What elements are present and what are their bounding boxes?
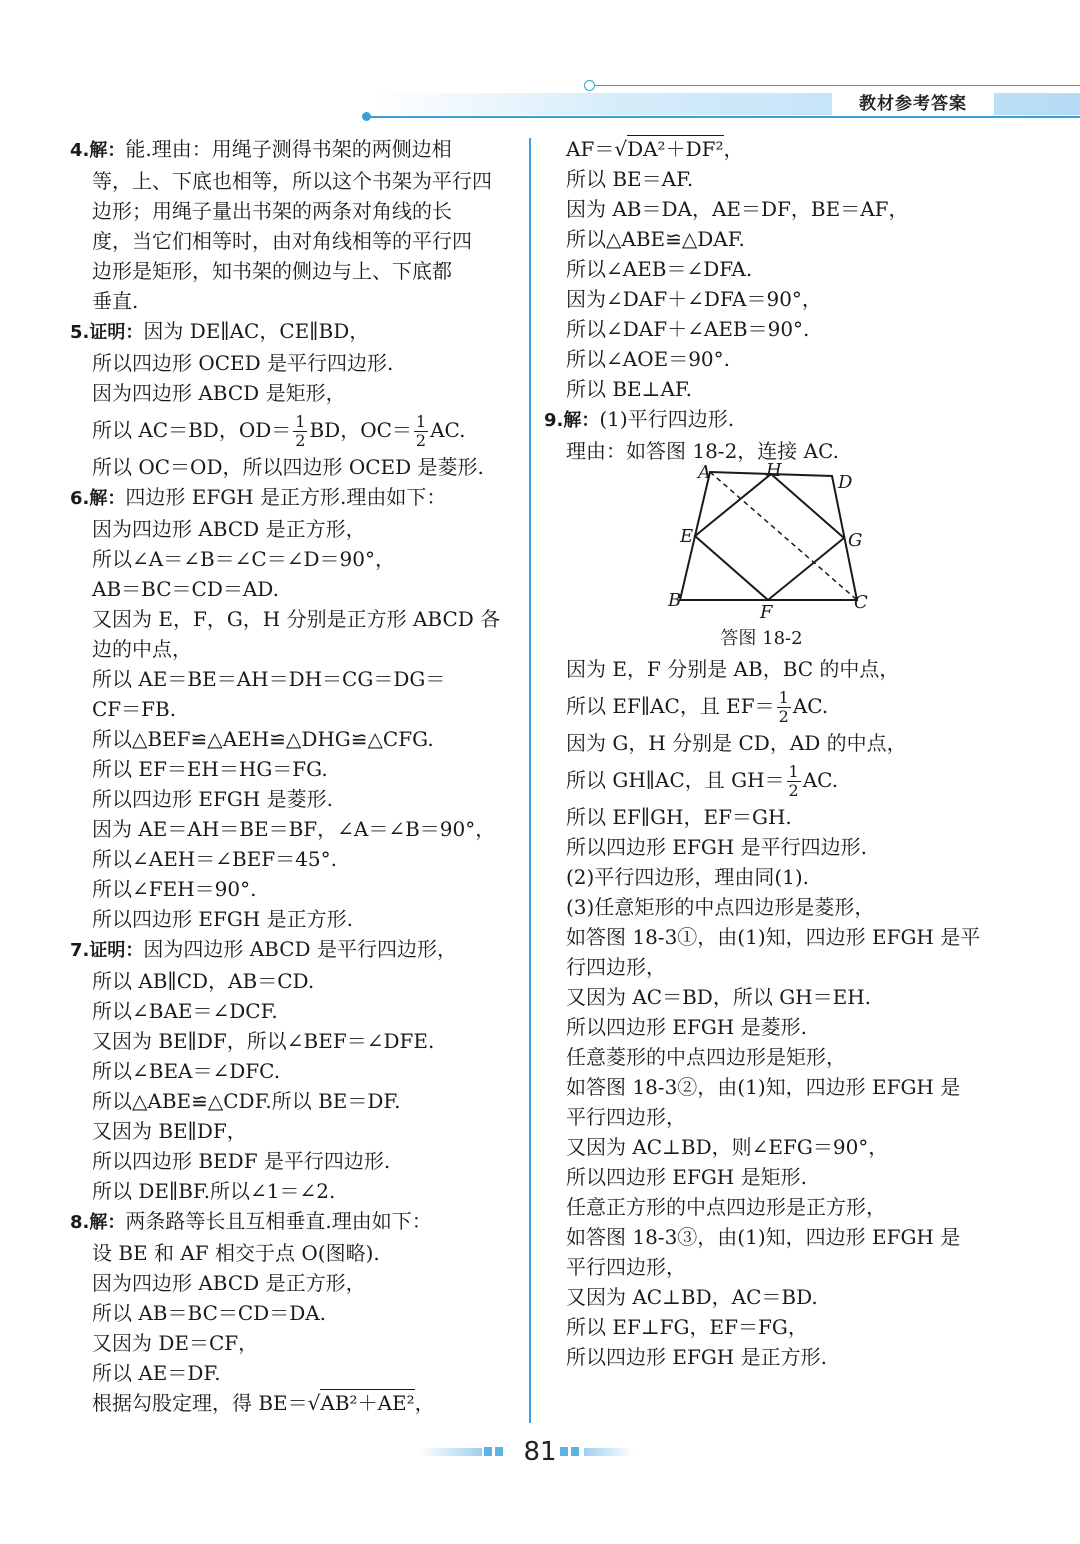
text-line: 所以四边形 EFGH 是菱形. bbox=[566, 1015, 807, 1039]
problem-number: 4.解： bbox=[70, 140, 126, 161]
fraction bbox=[293, 413, 307, 450]
quadrilateral-abcd bbox=[680, 472, 857, 600]
text-line: 如答图 18-3②，由(1)知，四边形 EFGH 是 bbox=[566, 1075, 961, 1099]
sqrt-sign: √ bbox=[307, 1391, 321, 1415]
text-line: 所以四边形 BEDF 是平行四边形. bbox=[92, 1149, 391, 1173]
text-line: AB＝BC＝CD＝AD. bbox=[92, 577, 279, 601]
page-number: 81 bbox=[523, 1437, 557, 1467]
footer-square bbox=[484, 1447, 492, 1456]
sqrt-line bbox=[544, 134, 999, 164]
text-line: 平行四边形， bbox=[566, 1255, 686, 1279]
text-line: 所以 EF＝EH＝HG＝FG. bbox=[92, 757, 328, 781]
text-line: 所以四边形 OCED 是平行四边形. bbox=[92, 351, 394, 375]
text-line: 所以 AE＝BE＝AH＝DH＝CG＝DG＝ bbox=[92, 667, 446, 691]
line-text: AC. bbox=[430, 418, 466, 442]
fraction-numerator: 1 bbox=[415, 412, 427, 431]
problem-line bbox=[70, 134, 520, 166]
text-line: 度，当它们相等时，由对角线相等的平行四 bbox=[92, 229, 472, 253]
line-text: 所以 AC＝BD，OD＝ bbox=[92, 418, 292, 442]
sqrt-radicand: AB²＋AE² bbox=[320, 1391, 415, 1415]
line-text: 所以 EF∥AC，且 EF＝ bbox=[566, 694, 775, 718]
text-line: 所以 AB∥CD，AB＝CD. bbox=[92, 969, 315, 993]
column-divider bbox=[529, 138, 531, 1423]
text-line: 所以∠BAE＝∠DCF. bbox=[92, 999, 278, 1023]
fraction-numerator: 1 bbox=[788, 762, 799, 781]
right-column-top bbox=[544, 134, 999, 466]
sqrt-line bbox=[70, 1388, 520, 1418]
text-line: 所以四边形 EFGH 是菱形. bbox=[92, 787, 333, 811]
fraction bbox=[777, 689, 791, 726]
text-line: 又因为 AC⊥BD，则∠EFG＝90°， bbox=[566, 1135, 889, 1159]
fraction-denominator: 2 bbox=[415, 431, 427, 450]
text-line: 因为四边形 ABCD 是正方形， bbox=[92, 1271, 366, 1295]
text-line: 边的中点， bbox=[92, 637, 192, 661]
fraction bbox=[787, 763, 801, 800]
footer-bar-left bbox=[420, 1448, 482, 1456]
text-line: 因为四边形 ABCD 是正方形， bbox=[92, 517, 366, 541]
label-d: D bbox=[838, 472, 853, 493]
text-line: 所以△ABE≌△CDF.所以 BE＝DF. bbox=[92, 1089, 401, 1113]
line-text: AC. bbox=[792, 694, 829, 718]
line-text: ， bbox=[414, 1391, 435, 1415]
header-rule-bottom bbox=[366, 116, 1080, 118]
figure-caption: 答图 18-2 bbox=[720, 628, 803, 649]
text-line: 所以∠AOE＝90°. bbox=[566, 347, 731, 371]
text-line: 平行四边形， bbox=[566, 1105, 686, 1129]
text-line: 理由：如答图 18-2，连接 AC. bbox=[566, 439, 840, 463]
text-line: 所以 AE＝DF. bbox=[92, 1361, 221, 1385]
text-line: 所以∠BEA＝∠DFC. bbox=[92, 1059, 281, 1083]
fraction-denominator: 2 bbox=[788, 781, 799, 800]
text-line: 因为∠DAF＋∠DFA＝90°， bbox=[566, 287, 822, 311]
line-text: ， bbox=[723, 137, 744, 161]
label-a: A bbox=[698, 462, 711, 483]
problem-line bbox=[70, 482, 520, 514]
text-line: 所以∠A＝∠B＝∠C＝∠D＝90°， bbox=[92, 547, 395, 571]
footer-square bbox=[560, 1447, 568, 1456]
text-line: 如答图 18-3①，由(1)知，四边形 EFGH 是平 bbox=[566, 925, 981, 949]
figure-18-2 bbox=[544, 460, 999, 654]
sqrt-sign: √ bbox=[614, 137, 628, 161]
text-line: 所以 AB＝BC＝CD＝DA. bbox=[92, 1301, 327, 1325]
text-line: 所以四边形 EFGH 是正方形. bbox=[92, 907, 353, 931]
text-line: 又因为 DE＝CF， bbox=[92, 1331, 259, 1355]
text-line: 等，上、下底也相等，所以这个书架为平行四 bbox=[92, 169, 492, 193]
fraction-denominator: 2 bbox=[778, 707, 789, 726]
header-circle-ornament bbox=[584, 80, 595, 91]
footer-square bbox=[571, 1447, 579, 1456]
problem-line bbox=[70, 1206, 520, 1238]
text-line: 因为 AE＝AH＝BE＝BF，∠A＝∠B＝90°， bbox=[92, 817, 496, 841]
label-h: H bbox=[766, 460, 782, 481]
text-line: 所以∠AEB＝∠DFA. bbox=[566, 257, 753, 281]
text-line: 因为 E，F 分别是 AB，BC 的中点， bbox=[566, 657, 900, 681]
line-text: 因为 DE∥AC，CE∥BD， bbox=[143, 319, 370, 343]
problem-line bbox=[70, 316, 520, 348]
text-line: 因为四边形 ABCD 是矩形， bbox=[92, 381, 346, 405]
text-line: 因为 G，H 分别是 CD，AD 的中点， bbox=[566, 731, 907, 755]
line-text: AF＝ bbox=[566, 137, 615, 161]
problem-number: 6.解： bbox=[70, 488, 126, 509]
text-line: 所以 OC＝OD，所以四边形 OCED 是菱形. bbox=[92, 455, 484, 479]
text-line: (3)任意矩形的中点四边形是菱形， bbox=[566, 895, 875, 919]
header-rule-top bbox=[590, 85, 1080, 86]
text-line: 又因为 AC⊥BD，AC＝BD. bbox=[566, 1285, 818, 1309]
quadrilateral-efgh bbox=[695, 474, 844, 600]
text-line: 所以 EF∥GH，EF＝GH. bbox=[566, 805, 792, 829]
quadrilateral-diagram bbox=[666, 460, 868, 626]
text-line: 垂直. bbox=[92, 289, 139, 313]
page-footer bbox=[0, 1434, 1080, 1470]
label-c: C bbox=[854, 592, 868, 613]
fraction-numerator: 1 bbox=[295, 412, 306, 431]
text-line: 所以△BEF≌△AEH≌△DHG≌△CFG. bbox=[92, 727, 434, 751]
text-line: 边形是矩形，知书架的侧边与上、下底都 bbox=[92, 259, 452, 283]
text-line: 所以∠DAF＋∠AEB＝90°. bbox=[566, 317, 810, 341]
fraction-numerator: 1 bbox=[778, 688, 789, 707]
fraction-line bbox=[544, 758, 999, 802]
text-line: 所以四边形 EFGH 是矩形. bbox=[566, 1165, 807, 1189]
fraction-denominator: 2 bbox=[295, 431, 306, 450]
problem-line bbox=[70, 934, 520, 966]
text-line: 又因为 E，F，G，H 分别是正方形 ABCD 各 bbox=[92, 607, 501, 631]
line-text: 所以 GH∥AC，且 GH＝ bbox=[566, 768, 785, 792]
left-column bbox=[70, 134, 520, 1418]
problem-line bbox=[544, 404, 999, 436]
text-line: 所以 BE⊥AF. bbox=[566, 377, 693, 401]
line-text: BD，OC＝ bbox=[309, 418, 412, 442]
text-line: 所以 BE＝AF. bbox=[566, 167, 694, 191]
line-text: 四边形 EFGH 是正方形.理由如下： bbox=[125, 485, 447, 509]
problem-number: 8.解： bbox=[70, 1212, 126, 1233]
line-text: 根据勾股定理，得 BE＝ bbox=[92, 1391, 308, 1415]
text-line: 又因为 AC＝BD，所以 GH＝EH. bbox=[566, 985, 872, 1009]
text-line: (2)平行四边形，理由同(1). bbox=[566, 865, 810, 889]
line-text: 因为四边形 ABCD 是平行四边形， bbox=[143, 937, 457, 961]
line-text: AC. bbox=[802, 768, 839, 792]
text-line: 所以∠AEH＝∠BEF＝45°. bbox=[92, 847, 337, 871]
fraction-line bbox=[544, 684, 999, 728]
footer-bar-right bbox=[584, 1448, 634, 1456]
text-line: 因为 AB＝DA，AE＝DF，BE＝AF， bbox=[566, 197, 909, 221]
label-b: B bbox=[668, 590, 682, 611]
footer-square bbox=[495, 1447, 503, 1456]
problem-number: 9.解： bbox=[544, 410, 600, 431]
text-line: 所以四边形 EFGH 是正方形. bbox=[566, 1345, 827, 1369]
right-column bbox=[544, 134, 999, 1372]
text-line: 所以△ABE≌△DAF. bbox=[566, 227, 745, 251]
label-f: F bbox=[760, 602, 773, 623]
fraction-line bbox=[70, 408, 520, 452]
text-line: 任意正方形的中点四边形是正方形， bbox=[566, 1195, 886, 1219]
fraction bbox=[414, 413, 428, 450]
text-line: 设 BE 和 AF 相交于点 O(图略). bbox=[92, 1241, 380, 1265]
right-column-bottom bbox=[544, 654, 999, 1372]
line-text: 两条路等长且互相垂直.理由如下： bbox=[125, 1209, 432, 1233]
line-text: (1)平行四边形. bbox=[599, 407, 735, 431]
label-e: E bbox=[680, 526, 694, 547]
line-text: 能.理由：用绳子测得书架的两侧边相 bbox=[125, 137, 452, 161]
text-line: 又因为 BE∥DF，所以∠BEF＝∠DFE. bbox=[92, 1029, 435, 1053]
text-line: 所以四边形 EFGH 是平行四边形. bbox=[566, 835, 867, 859]
sqrt-radicand: DA²＋DF² bbox=[627, 137, 724, 161]
problem-number: 5.证明： bbox=[70, 322, 144, 343]
text-line: 行四边形， bbox=[566, 955, 666, 979]
text-line: 所以 EF⊥FG，EF＝FG， bbox=[566, 1315, 808, 1339]
text-line: 所以 DE∥BF.所以∠1＝∠2. bbox=[92, 1179, 336, 1203]
text-line: 边形；用绳子量出书架的两条对角线的长 bbox=[92, 199, 452, 223]
text-line: CF＝FB. bbox=[92, 697, 177, 721]
text-line: 如答图 18-3③，由(1)知，四边形 EFGH 是 bbox=[566, 1225, 961, 1249]
header-title: 教材参考答案 bbox=[832, 92, 994, 116]
text-line: 又因为 BE∥DF， bbox=[92, 1119, 247, 1143]
problem-number: 7.证明： bbox=[70, 940, 144, 961]
text-line: 所以∠FEH＝90°. bbox=[92, 877, 257, 901]
header-dot-ornament bbox=[362, 112, 371, 121]
text-line: 任意菱形的中点四边形是矩形， bbox=[566, 1045, 846, 1069]
label-g: G bbox=[848, 530, 863, 551]
